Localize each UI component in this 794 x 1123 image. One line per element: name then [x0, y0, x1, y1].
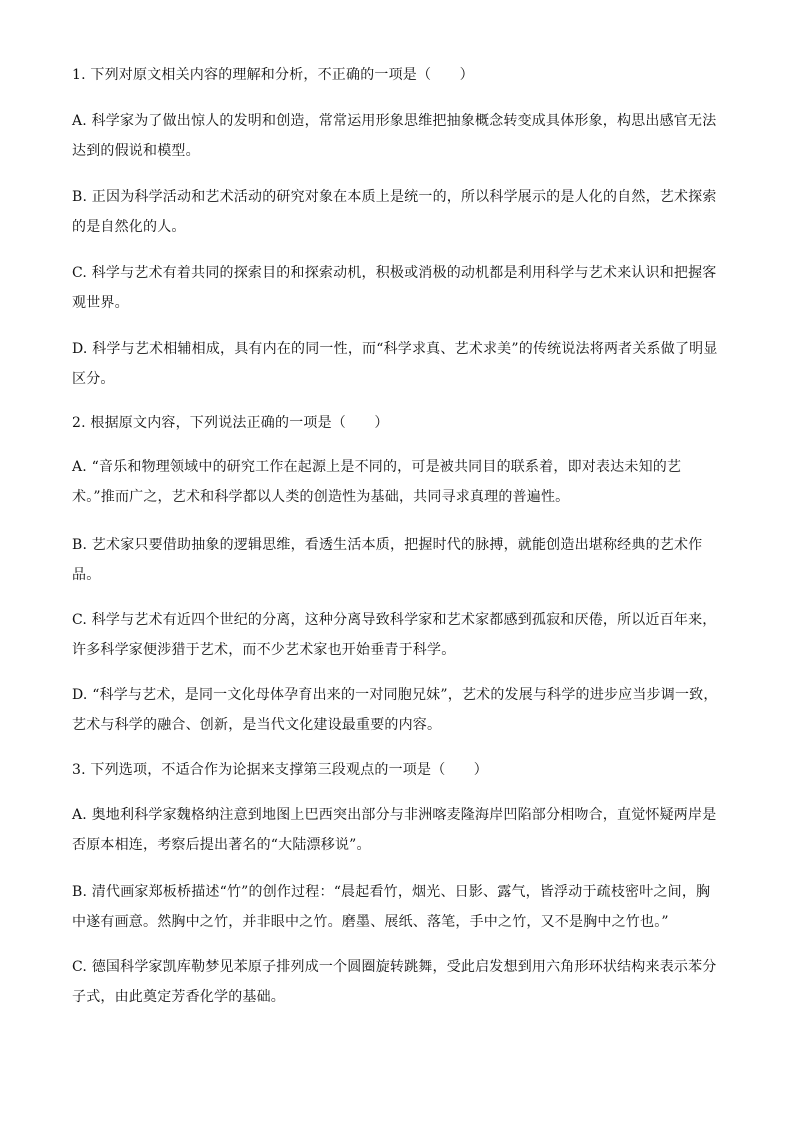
- question-3-option-b: B. 清代画家郑板桥描述“竹”的创作过程：“晨起看竹，烟光、日影、露气，皆浮动于疏枝密叶之间，胸中遂有画意。然胸中之竹，并非眼中之竹。磨墨、展纸、落笔，手中之竹，又不是胸中之竹也。”: [72, 884, 711, 930]
- question-3-stem: 3. 下列选项，不适合作为论据来支撑第三段观点的一项是（ ）: [72, 762, 489, 778]
- question-3-option-a: A. 奥地利科学家魏格纳注意到地图上巴西突出部分与非洲喀麦隆海岸凹陷部分相吻合，直觉怀疑两岸是否原本相连，考察后提出著名的“大陆漂移说”。: [72, 807, 717, 853]
- question-2-option-a: A. “音乐和物理领域中的研究工作在起源上是不同的，可是被共同目的联系着，即对表达未知的艺术。”推而广之，艺术和科学都以人类的创造性为基础，共同寻求真理的普遍性。: [72, 459, 682, 505]
- question-1-option-d: D. 科学与艺术相辅相成，具有内在的同一性，而“科学求真、艺术求美”的传统说法将两者关系做了明显区分。: [72, 341, 718, 387]
- question-1-option-a: A. 科学家为了做出惊人的发明和创造，常常运用形象思维把抽象概念转变成具体形象，构思出感官无法达到的假说和模型。: [72, 113, 717, 159]
- question-1-option-c: C. 科学与艺术有着共同的探索目的和探索动机，积极或消极的动机都是利用科学与艺术来认识和把握客观世界。: [72, 265, 717, 311]
- question-2-option-c: C. 科学与艺术有近四个世纪的分离，这种分离导致科学家和艺术家都感到孤寂和厌倦，所以近百年来，许多科学家便涉猎于艺术，而不少艺术家也开始垂青于科学。: [72, 612, 717, 658]
- question-1-option-b: B. 正因为科学活动和艺术活动的研究对象在本质上是统一的，所以科学展示的是人化的自然，艺术探索的是自然化的人。: [72, 189, 717, 235]
- question-2-stem: 2. 根据原文内容，下列说法正确的一项是（ ）: [72, 415, 389, 431]
- question-3-option-c: C. 德国科学家凯库勒梦见苯原子排列成一个圆圈旋转跳舞，受此启发想到用六角形环状结构来表示苯分子式，由此奠定芳香化学的基础。: [72, 959, 717, 1005]
- question-2-option-d: D. “科学与艺术，是同一文化母体孕育出来的一对同胞兄妹”，艺术的发展与科学的进步应当步调一致，艺术与科学的融合、创新，是当代文化建设最重要的内容。: [72, 687, 718, 733]
- question-2-option-b: B. 艺术家只要借助抽象的逻辑思维，看透生活本质，把握时代的脉搏，就能创造出堪称经典的艺术作品。: [72, 537, 703, 583]
- question-1-stem: 1. 下列对原文相关内容的理解和分析，不正确的一项是（ ）: [72, 67, 474, 83]
